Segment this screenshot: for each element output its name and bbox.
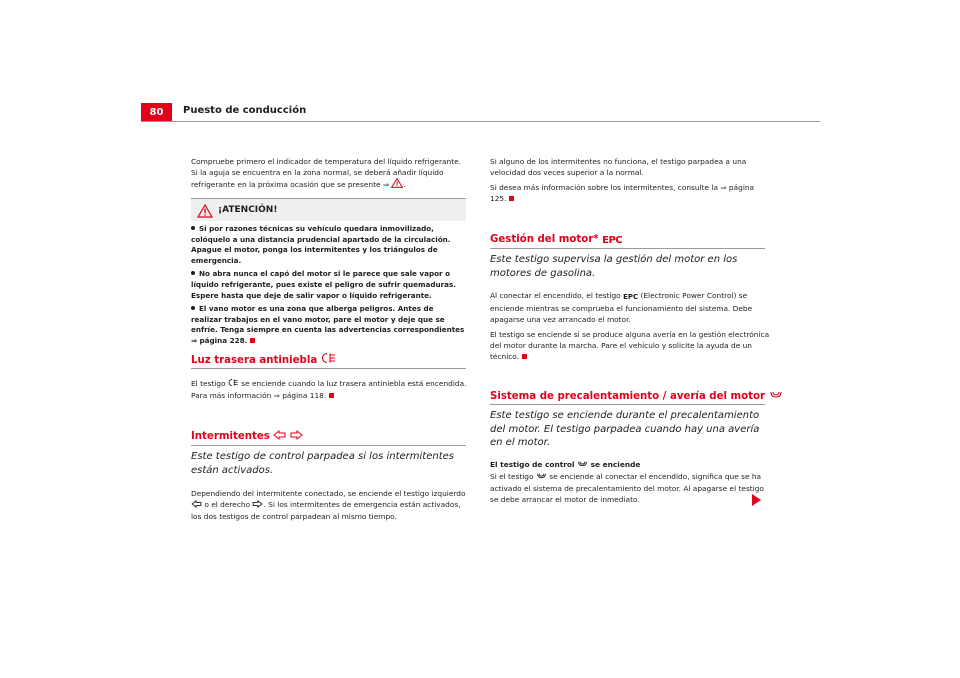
glow-plug-icon — [577, 460, 588, 471]
heading-rule — [191, 445, 466, 446]
end-mark — [329, 393, 334, 398]
section-heading-glow: Sistema de precalentamiento / avería del motor — [490, 390, 783, 404]
turn-continued-2: Si desea más información sobre los intermitentes, consulte la ⇒ página 125. — [490, 183, 755, 203]
glow-plug-icon — [536, 472, 547, 483]
glow-plug-icon — [769, 391, 783, 404]
page-number: 80 — [141, 103, 172, 121]
turn-lead: Este testigo de control parpadea si los intermitentes están activados. — [191, 451, 454, 476]
warning-header — [191, 199, 466, 221]
warning-triangle-icon — [391, 178, 403, 191]
turn-continued-1: Si alguno de los intermitentes no funciona, el testigo parpadea a una velocidad dos veces superior a la normal. — [490, 157, 747, 177]
glow-subheading: El testigo de control se enciende — [490, 460, 641, 469]
warning-list — [191, 224, 466, 350]
heading-rule — [191, 368, 466, 369]
glow-lead: Este testigo se enciende durante el precalentamiento del motor. El testigo parpadea cuando hay una avería en el motor. — [490, 410, 760, 448]
section-heading-fog: Luz trasera antiniebla — [191, 352, 337, 368]
bullet — [191, 306, 195, 310]
end-mark — [522, 354, 527, 359]
end-mark — [250, 338, 255, 343]
epc-lead: Este testigo supervisa la gestión del motor en los motores de gasolina. — [490, 254, 738, 279]
warning-box — [191, 198, 466, 345]
section-heading-epc: Gestión del motor* EPC — [490, 234, 623, 246]
section-heading-turn: Intermitentes — [191, 430, 303, 444]
turn-paragraph: Dependiendo del intermitente conectado, se enciende el testigo izquierdo o el derecho . Si los intermitentes de emergencia están activados, los dos testigos de control parpadean al mismo tiempo. — [191, 489, 466, 521]
bullet — [191, 271, 195, 275]
intro-paragraph: Compruebe primero el indicador de temperatura del líquido refrigerante. Si la aguja se encuentra en la zona normal, se deberá añadir líquido refrigerante en la próxima ocasión que se presente ⇒ . — [191, 157, 462, 189]
rear-fog-light-icon — [321, 352, 337, 368]
turn-continued — [490, 156, 768, 208]
glow-paragraph: El testigo de control se enciende Si el testigo se enciende al conectar el encendido, significa que se ha activado el sistema de precalentamiento del motor. Al apagarse el testigo se debe arrancar el motor de inmediato. — [490, 459, 770, 509]
turn-left-icon — [273, 430, 286, 444]
next-page-arrow-icon[interactable] — [752, 494, 761, 506]
turn-right-icon — [252, 500, 263, 511]
epc-icon: EPC — [602, 235, 623, 246]
bullet — [191, 226, 195, 230]
warning-item: No abra nunca el capó del motor si le parece que sale vapor o líquido refrigerante, pues existe el peligro de sufrir quemaduras. Espere hasta que deje de salir vapor o líquido refrigerante. — [191, 269, 457, 300]
heading-rule — [490, 248, 765, 249]
header-divider — [141, 121, 820, 122]
fog-paragraph: El testigo se enciende cuando la luz trasera antiniebla está encendida. Para más información ⇒ página 118. — [191, 379, 467, 400]
warning-triangle-icon — [197, 203, 213, 222]
end-mark — [509, 196, 514, 201]
epc-icon: EPC — [623, 293, 639, 301]
turn-right-icon — [290, 430, 303, 444]
turn-left-icon — [191, 500, 202, 511]
rear-fog-light-icon — [228, 378, 239, 390]
page-title: Puesto de conducción — [183, 105, 307, 116]
warning-title: ¡ATENCIÓN! — [218, 205, 278, 215]
heading-rule — [490, 404, 765, 405]
warning-item: El vano motor es una zona que alberga peligros. Antes de realizar trabajos en el vano motor, pare el motor y deje que se enfríe. Tenga siempre en cuenta las advertencias correspondientes ⇒ página 228. — [191, 304, 465, 345]
epc-paragraph: Al conectar el encendido, el testigo EPC (Electronic Power Control) se enciende mientras se comprueba el funcionamiento del sistema. Debe apagarse una vez arrancado el motor. El testigo se enciende si se produce alguna avería en la gestión electrónica del motor durante la marcha. Pare el vehículo y solicite la ayuda de un técnico. — [490, 291, 770, 361]
warning-item: Si por razones técnicas su vehículo quedara inmovilizado, colóquelo a una distancia prudencial apartado de la circulación. Apague el motor, ponga los intermitentes y los triángulos de emergencia. — [191, 224, 451, 265]
intro-text: Compruebe primero el indicador de temperatura del líquido refrigerante. Si la aguja se encuentra en la zona normal, se deberá añadir líquido refrigerante en la próxima ocasión que se presente ⇒ — [191, 157, 462, 189]
